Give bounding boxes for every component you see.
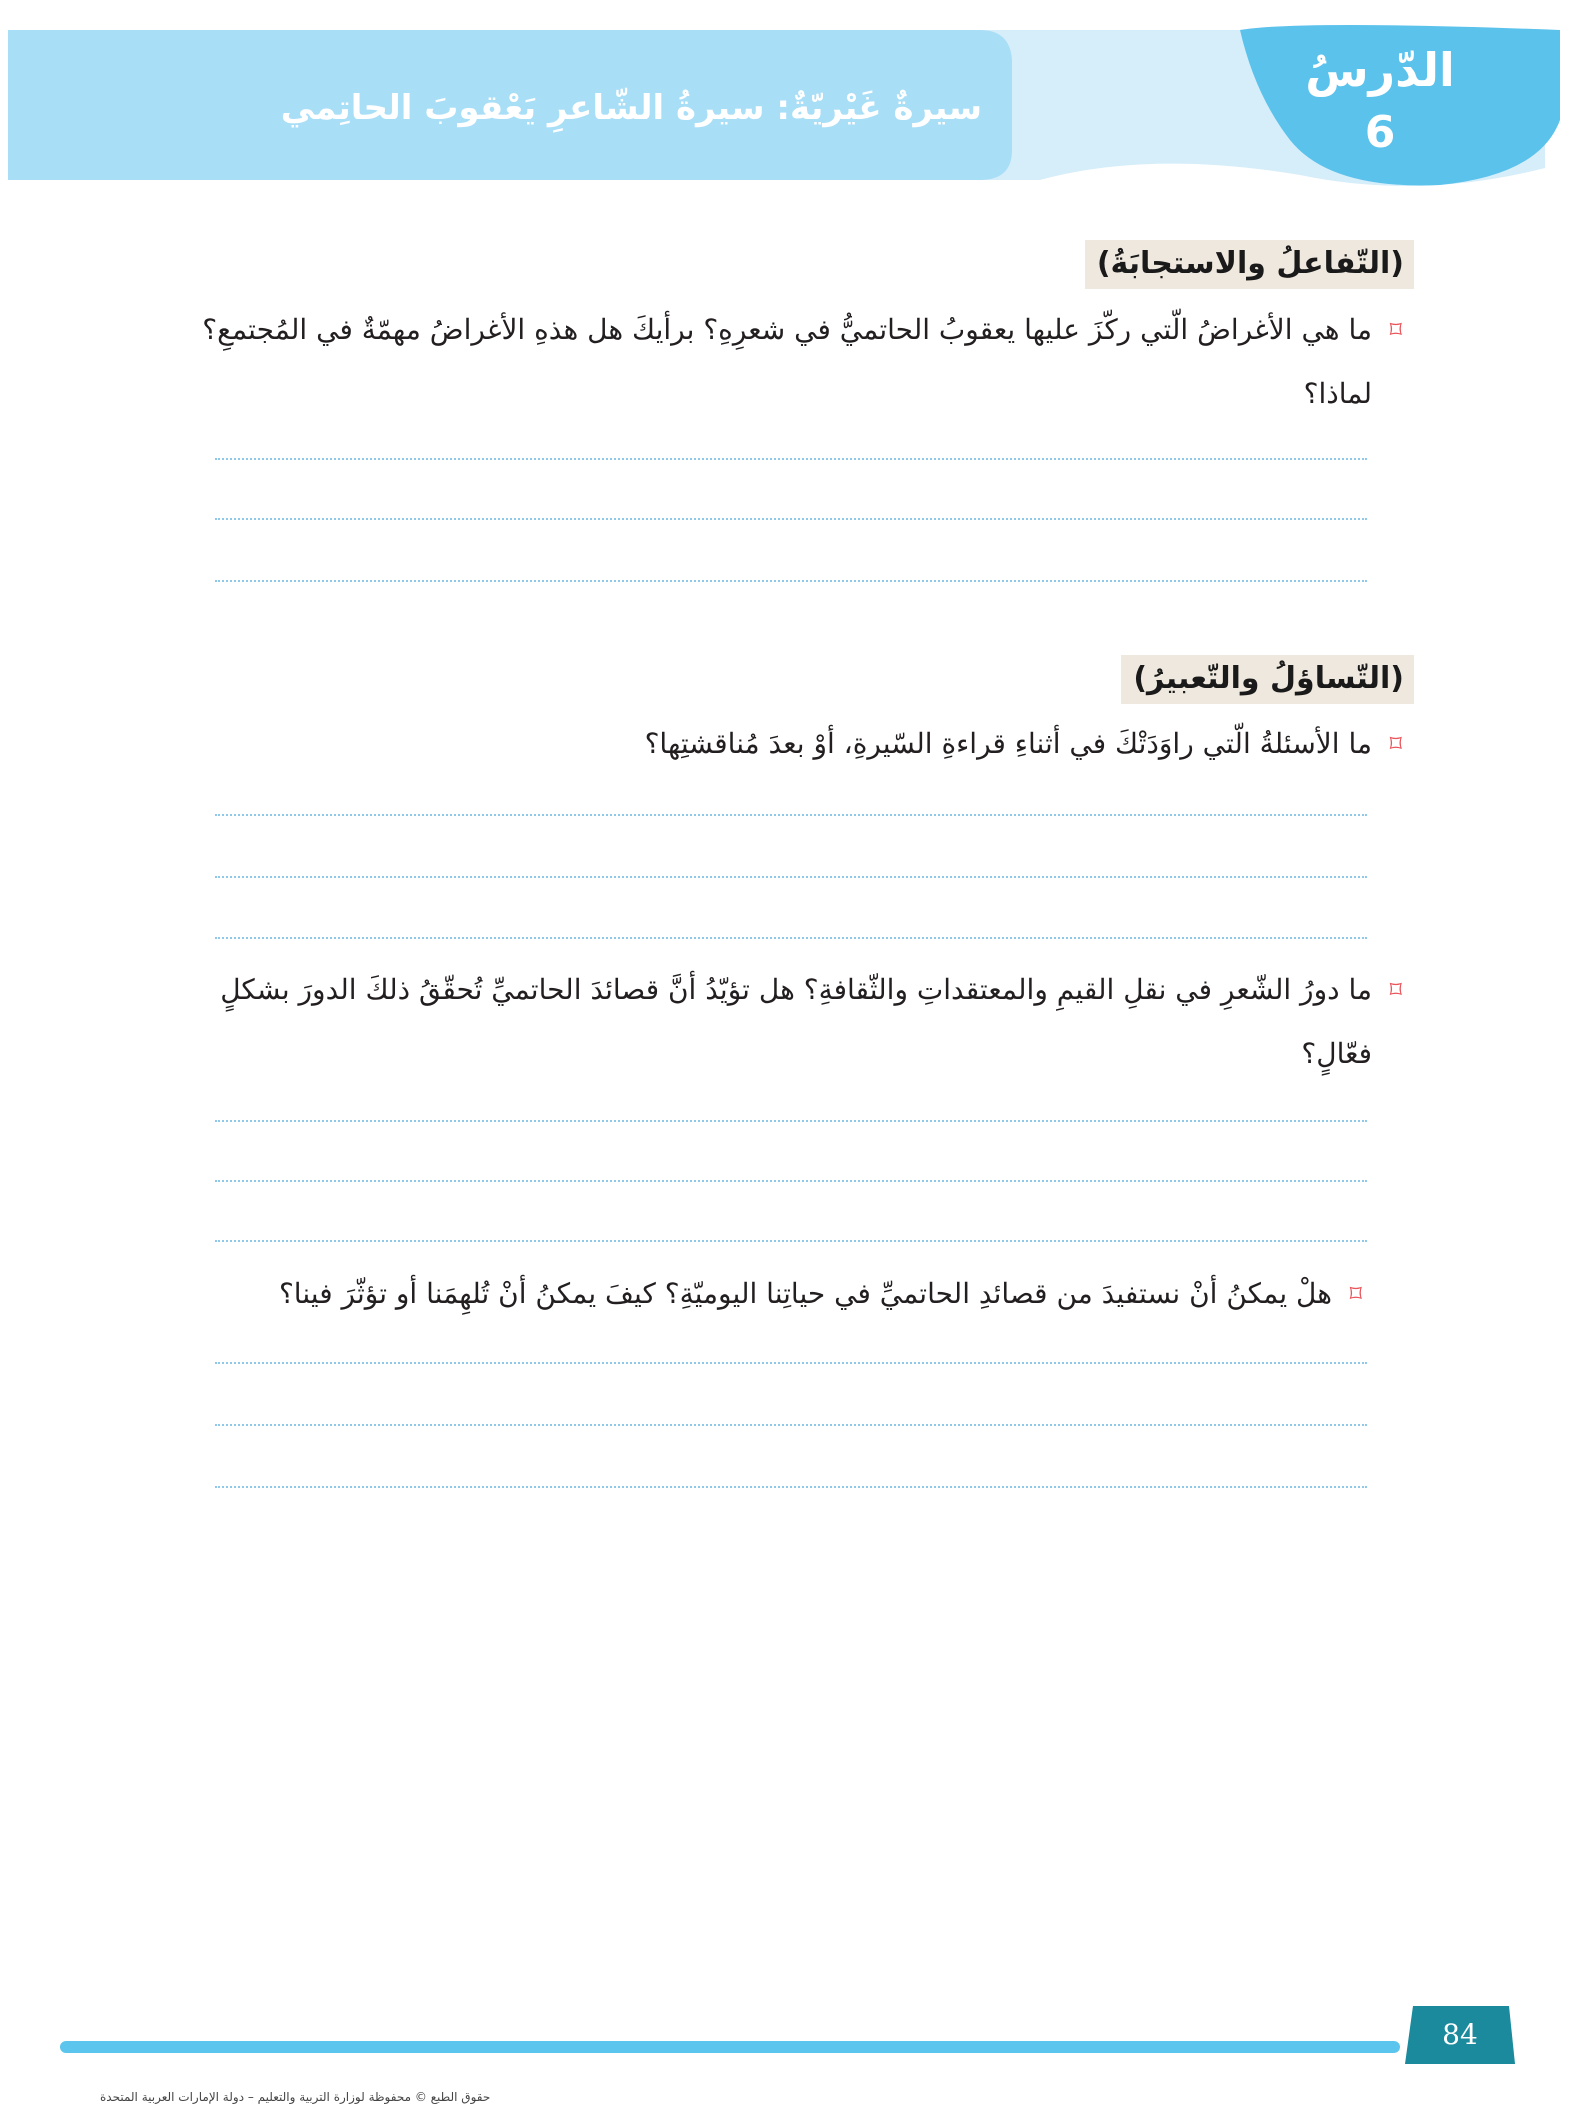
lesson-label: الدّرسُ bbox=[1305, 43, 1455, 97]
bullet-icon: ⌑ bbox=[1389, 976, 1402, 1004]
question-text: ما الأسئلةُ الّتي راوَدَتْكَ في أثناءِ قراءةِ السّيرةِ، أوْ بعدَ مُناقشتِها؟ bbox=[644, 727, 1372, 760]
question-text: ما هي الأغراضُ الّتي ركّزَ عليها يعقوبُ الحاتميُّ في شعرِهِ؟ برأيكَ هل هذهِ الأغراضُ مهمّةٌ في المُجتمعِ؟ bbox=[202, 313, 1372, 346]
answer-line[interactable] bbox=[215, 1180, 1367, 1182]
section-heading-questioning: (التّساؤلُ والتّعبيرُ) bbox=[1121, 655, 1414, 704]
section-heading-interaction: (التّفاعلُ والاستجابَةُ) bbox=[1085, 240, 1414, 289]
bullet-icon: ⌑ bbox=[1349, 1280, 1362, 1308]
question-text-continued: لماذا؟ bbox=[1303, 377, 1372, 410]
answer-line[interactable] bbox=[215, 518, 1367, 520]
question-4 bbox=[162, 1262, 1362, 1326]
answer-line[interactable] bbox=[215, 1362, 1367, 1364]
lesson-title: سيرةٌ غَيْريّةٌ: سيرةُ الشّاعرِ يَعْقوبَ الحاتِمي bbox=[280, 88, 982, 128]
page-header bbox=[0, 0, 1572, 200]
answer-line[interactable] bbox=[215, 814, 1367, 816]
question-1 bbox=[202, 298, 1402, 426]
page-number: 84 bbox=[1442, 2018, 1478, 2051]
question-text: هلْ يمكنُ أنْ نستفيدَ من قصائدِ الحاتميِّ في حياتِنا اليوميّةِ؟ كيفَ يمكنُ أنْ تُلهِمَنا أو تؤثّرَ فينا؟ bbox=[278, 1277, 1332, 1310]
answer-line[interactable] bbox=[215, 876, 1367, 878]
bullet-icon: ⌑ bbox=[1389, 730, 1402, 758]
question-3 bbox=[202, 958, 1402, 1086]
bullet-icon: ⌑ bbox=[1389, 316, 1402, 344]
copyright-notice: حقوق الطبع © محفوظة لوزارة التربية والتعليم – دولة الإمارات العربية المتحدة bbox=[100, 2090, 491, 2104]
answer-line[interactable] bbox=[215, 1240, 1367, 1242]
answer-line[interactable] bbox=[215, 458, 1367, 460]
answer-line[interactable] bbox=[215, 580, 1367, 582]
question-2 bbox=[202, 712, 1402, 776]
lesson-number: 6 bbox=[1364, 107, 1396, 158]
answer-line[interactable] bbox=[215, 937, 1367, 939]
answer-line[interactable] bbox=[215, 1424, 1367, 1426]
footer-bar bbox=[60, 2041, 1400, 2053]
question-text-continued: فعّالٍ؟ bbox=[1301, 1037, 1372, 1070]
question-text: ما دورُ الشّعرِ في نقلِ القيمِ والمعتقداتِ والثّقافةِ؟ هل تؤيّدُ أنَّ قصائدَ الحاتميِّ تُحقّقُ ذلكَ الدورَ بشكلٍ bbox=[220, 973, 1372, 1006]
answer-line[interactable] bbox=[215, 1486, 1367, 1488]
answer-line[interactable] bbox=[215, 1120, 1367, 1122]
